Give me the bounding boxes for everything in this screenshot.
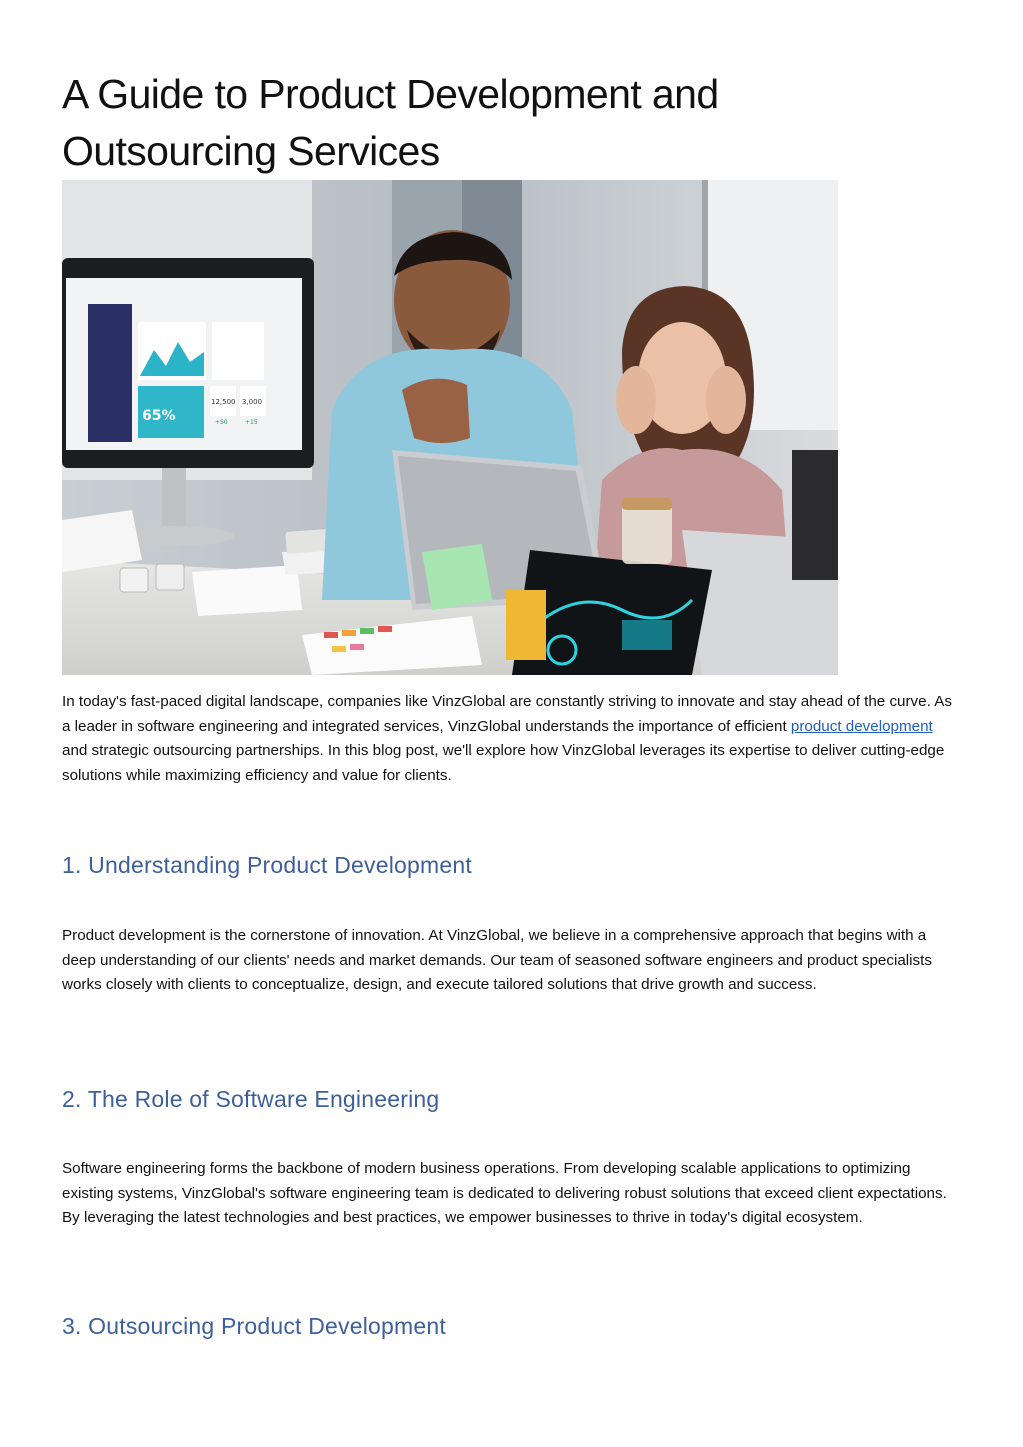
article-title-line-1: A Guide to Product Development and	[62, 71, 719, 117]
screen-percent: 65%	[142, 408, 176, 424]
article-title-line-2: Outsourcing Services	[62, 128, 440, 174]
intro-text-after-link: and strategic outsourcing partnerships. In this blog post, we'll explore how VinzGlobal leverages its expertise to deliver cutting-edge solutions while maximizing efficiency and value for clients.	[62, 742, 945, 784]
section-2-heading: 2. The Role of Software Engineering	[62, 1086, 440, 1112]
product-development-link[interactable]: product development	[790, 717, 933, 735]
intro-paragraph	[62, 690, 962, 788]
screen-stat-b: 3,000	[242, 398, 263, 406]
section-3-heading: 3. Outsourcing Product Development	[62, 1313, 446, 1339]
screen-stat-a: 12,500	[211, 398, 236, 406]
section-2-body: Software engineering forms the backbone of modern business operations. From developing scalable applications to optimizing existing systems, VinzGlobal's software engineering team is dedicated to delivering robust solutions that exceed client expectations. By leveraging the latest technologies and best practices, we empower businesses to thrive in today's digital ecosystem.	[62, 1160, 947, 1227]
screen-stat-c: +50	[215, 419, 228, 426]
screen-stat-d: +15	[245, 419, 258, 426]
hero-image	[62, 180, 838, 675]
intro-text-before-link: In today's fast-paced digital landscape, companies like VinzGlobal are constantly striving to innovate and stay ahead of the curve. As a leader in software engineering and integrated services, VinzGlobal understands the importance of efficient	[62, 693, 952, 735]
article-title	[62, 66, 962, 180]
hero-photo-illustration	[62, 180, 838, 675]
section-1-heading: 1. Understanding Product Development	[62, 852, 472, 878]
section-1-body: Product development is the cornerstone of innovation. At VinzGlobal, we believe in a comprehensive approach that begins with a deep understanding of our clients' needs and market demands. Our team of seasoned software engineers and product specialists works closely with clients to conceptualize, design, and execute tailored solutions that drive growth and success.	[62, 927, 932, 994]
